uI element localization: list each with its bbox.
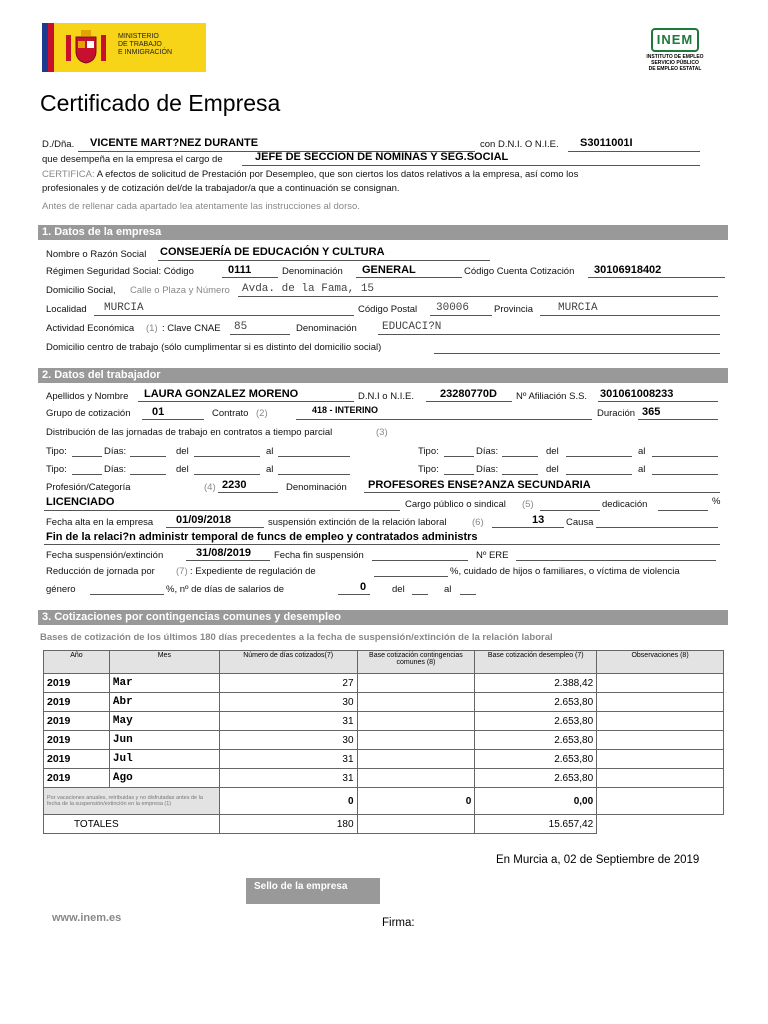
suspension-value: 13 [532,514,545,526]
cnae-value: 85 [234,321,248,333]
table-row: 2019 Mar 27 2.388,42 [44,674,724,693]
totales-label: TOTALES [44,815,220,834]
col-header-year: Año [44,651,110,674]
domicilio-value: Avda. de la Fama, 15 [242,283,375,295]
d-value: VICENTE MART?NEZ DURANTE [90,137,259,149]
cargo-value: JEFE DE SECCION DE NOMINAS Y SEG.SOCIAL [255,151,509,163]
duracion-value: 365 [642,406,661,418]
cotizaciones-table [43,650,724,834]
coat-of-arms-icon [62,29,110,67]
contrato-value: 418 - INTERINO [312,405,379,415]
dni-value: S3011001I [580,137,633,149]
web-link[interactable]: www.inem.es [52,912,122,924]
d-label: D./Dña. [42,139,75,150]
certifica-text: CERTIFICA: A efectos de solicitud de Prestación por Desempleo, que son ciertos los datos relativos a la empresa, así como los [42,169,579,180]
profesion-code: 2230 [222,479,247,491]
bases-label: Bases de cotización de los últimos 180 días precedentes a la fecha de suspensión/extinción de la relación laboral [40,632,553,643]
section-cotizaciones: 3. Cotizaciones por contingencias comunes y desempleo [38,610,728,625]
fecha-susp-value: 31/08/2019 [196,547,252,559]
col-header-base-des: Base cotización desempleo (7) [475,651,597,674]
section-empresa: 1. Datos de la empresa [38,225,728,240]
table-row: 2019 Jun 30 2.653,80 [44,731,724,750]
ministry-logo [42,23,206,72]
col-header-days: Número de días cotizados(7) [219,651,357,674]
firma-label: Firma: [382,917,415,929]
table-row: 2019 Abr 30 2.653,80 [44,693,724,712]
act-denom-value: EDUCACI?N [382,321,442,333]
cargo-label: que desempeña en la empresa el cargo de [42,154,223,165]
table-row: 2019 Jul 31 2.653,80 [44,750,724,769]
vacaciones-note: Por vacaciones anuales, retribuidas y no disfrutadas antes de la fecha de la suspensión/extinción en la empresa (1) [44,788,220,815]
fecha-alta-value: 01/09/2018 [176,514,232,526]
col-header-base-cc: Base cotización contingencias comunes (8) [357,651,475,674]
ministry-name: MINISTERIO DE TRABAJO E INMIGRACIÓN [118,33,173,56]
grupo-value: 01 [152,406,165,418]
sello-box: Sello de la empresa [246,878,380,904]
afiliacion-value: 301061008233 [600,388,674,400]
trab-dni-value: 23280770D [440,388,497,400]
cuenta-value: 30106918402 [594,264,662,276]
regimen-code: 0111 [228,264,252,276]
localidad-value: MURCIA [104,302,144,314]
provincia-value: MURCIA [558,302,598,314]
totales-row [44,815,724,834]
section-trabajador: 2. Datos del trabajador [38,368,728,383]
table-row: 2019 May 31 2.653,80 [44,712,724,731]
dni-label: con D.N.I. O N.I.E. [480,139,559,150]
antes-note: Antes de rellenar cada apartado lea atentamente las instrucciones al dorso. [42,201,360,212]
salarios-value: 0 [360,581,367,593]
page-title: Certificado de Empresa [40,90,281,116]
total-des: 15.657,42 [475,815,597,834]
fecha-lugar: En Murcia a, 02 de Septiembre de 2019 [496,854,700,866]
table-header-row [44,651,724,674]
inem-logo-badge: INEM [651,28,700,52]
total-days: 180 [219,815,357,834]
cp-value: 30006 [436,302,470,314]
col-header-month: Mes [109,651,219,674]
apellidos-value: LAURA GONZALEZ MORENO [144,388,299,400]
table-row: 2019 Ago 31 2.653,80 [44,769,724,788]
certifica-text-2: profesionales y de cotización del/de la trabajador/a que a continuación se consignan. [42,183,400,194]
inem-logo: INEM INSTITUTO DE EMPLEO SERVICIO PÚBLICO DE EMPLEO ESTATAL [640,28,710,80]
vacaciones-row: Por vacaciones anuales, retribuidas y no disfrutadas antes de la fecha de la suspensión/extinción en la empresa (1) 0 0 0,00 [44,788,724,815]
denominacion-value: GENERAL [362,264,416,276]
causa-value: Fin de la relaci?n administr temporal de funcs de empleo y contratados administrs [46,531,478,543]
nombre-value: CONSEJERÍA DE EDUCACIÓN Y CULTURA [160,246,385,258]
col-header-obs: Observaciones (8) [597,651,724,674]
prof-denom-value: PROFESORES ENSE?ANZA SECUNDARIA [368,479,591,491]
categoria-value: LICENCIADO [46,496,115,508]
flag-stripe-red [48,23,54,72]
